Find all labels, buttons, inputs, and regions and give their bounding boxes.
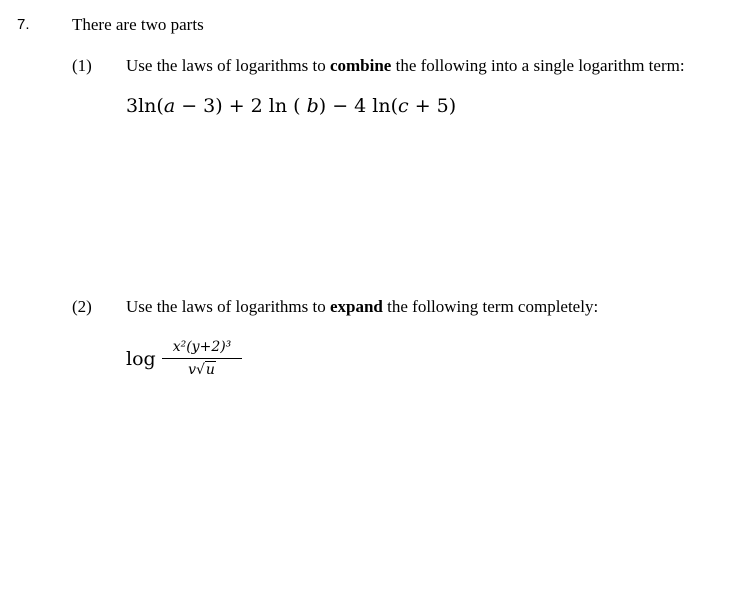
part-1-text-before: Use the laws of logarithms to xyxy=(126,56,330,75)
part-1-expression xyxy=(126,95,456,117)
fraction-numerator: x²(y+2)³ xyxy=(172,339,232,355)
log-function: log xyxy=(126,348,156,370)
expr1-var-c: c xyxy=(398,95,409,117)
expr1-term-1: 3ln( xyxy=(126,95,164,117)
expr1-var-a: a xyxy=(163,95,176,117)
fraction-bar xyxy=(162,358,242,359)
part-2-instruction xyxy=(126,297,598,317)
part-1-keyword: combine xyxy=(329,56,392,75)
sqrt-radicand: u xyxy=(205,362,215,378)
question-intro: There are two parts xyxy=(72,15,204,34)
denominator-v-sqrt: v√ xyxy=(188,362,205,378)
expr1-var-b: b xyxy=(306,95,319,117)
part-1-text-after: the following into a single logarithm term: xyxy=(391,56,685,75)
part-1-instruction xyxy=(126,56,685,76)
expr1-term-3: ) − 4 ln( xyxy=(318,95,399,117)
expr1-term-2: − 3) + 2 ln ( xyxy=(175,95,307,117)
expr1-term-4: + 5) xyxy=(408,95,457,117)
fraction xyxy=(162,337,242,379)
fraction-denominator xyxy=(162,361,242,379)
part-1-label: (1) xyxy=(72,56,92,75)
part-2-label: (2) xyxy=(72,297,92,316)
part-2-text-before: Use the laws of logarithms to xyxy=(126,297,330,316)
part-2-keyword: expand xyxy=(329,297,383,316)
part-2-text-after: the following term completely: xyxy=(382,297,599,316)
question-number: 7. xyxy=(17,16,30,33)
